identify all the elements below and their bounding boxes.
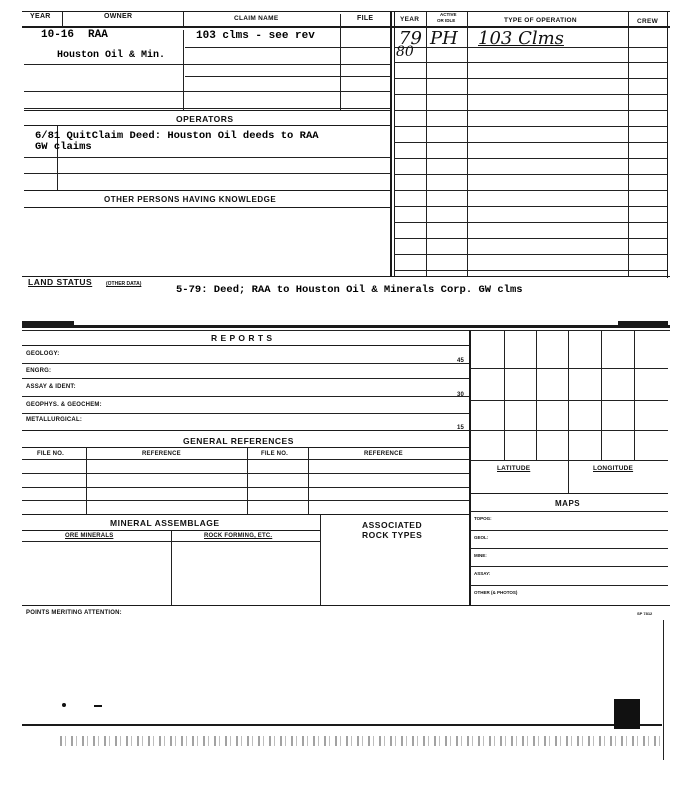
longitude-label: LONGITUDE (593, 465, 634, 472)
ref-col-reference-2: REFERENCE (364, 451, 403, 457)
associated-line-2: ROCK TYPES (362, 530, 423, 540)
associated-line-1: ASSOCIATED (362, 520, 423, 530)
reports-row-geophys: GEOPHYS. & GEOCHEM: (26, 402, 102, 408)
operators-line-1: 6/81 QuitClaim Deed: Houston Oil deeds to RAA (35, 130, 319, 142)
reports-scale-15: 15 (457, 425, 465, 431)
header-type-of-operation: TYPE OF OPERATION (504, 17, 577, 24)
form-number: SP 7812 (637, 611, 653, 616)
header-claim-name: CLAIM NAME (234, 15, 279, 22)
header-crew: CREW (637, 18, 659, 25)
reports-scale-45: 45 (457, 358, 465, 364)
reports-row-assay: ASSAY & IDENT: (26, 384, 76, 390)
maps-title: MAPS (555, 499, 581, 508)
scan-dash (94, 705, 102, 707)
maps-row-assay: ASSAY: (474, 571, 491, 576)
reports-row-engrg: ENGRG: (26, 368, 52, 374)
other-persons-title: OTHER PERSONS HAVING KNOWLEDGE (104, 195, 277, 204)
header-or-idle: OR IDLE (437, 18, 456, 23)
ref-col-file-no-2: FILE NO. (261, 451, 288, 457)
operators-line-2: GW claims (35, 141, 92, 153)
points-label: POINTS MERITING ATTENTION: (26, 610, 122, 616)
header-year-2: YEAR (400, 16, 420, 23)
reports-scale-30: 30 (457, 392, 465, 398)
handwritten-year: 79 (399, 28, 422, 49)
handwritten-active: PH (430, 28, 458, 49)
land-status-label: LAND STATUS (28, 277, 93, 287)
maps-row-topog: TOPOG: (474, 516, 492, 521)
scan-noise-strip (60, 736, 660, 746)
claim-owner-line2: Houston Oil & Min. (57, 50, 166, 61)
mineral-assemblage-title: MINERAL ASSEMBLAGE (110, 518, 220, 528)
operators-title: OPERATORS (176, 114, 234, 124)
handwritten-year-line2: 80 (396, 44, 414, 60)
header-active: ACTIVE (440, 12, 457, 17)
header-owner: OWNER (104, 13, 133, 20)
ore-minerals-label: ORE MINERALS (65, 533, 114, 539)
scan-smudge (614, 699, 640, 729)
ref-col-reference-1: REFERENCE (142, 451, 181, 457)
reports-row-geology: GEOLOGY: (26, 351, 60, 357)
handwritten-type: 103 Clms (478, 28, 564, 49)
maps-row-other: OTHER (& PHOTOS) (474, 590, 518, 595)
claim-owner: RAA (88, 29, 108, 41)
maps-row-mine: MINE: (474, 553, 487, 558)
land-status-label-small: (OTHER DATA) (106, 281, 142, 287)
claim-year: 10-16 (41, 29, 75, 41)
rock-forming-label: ROCK FORMING, ETC. (204, 533, 273, 539)
header-file: FILE (357, 15, 374, 22)
maps-row-geol: GEOL: (474, 535, 489, 540)
header-year: YEAR (30, 13, 51, 20)
ref-col-file-no-1: FILE NO. (37, 451, 64, 457)
reports-row-metallurgical: METALLURGICAL: (26, 417, 83, 423)
latitude-label: LATITUDE (497, 465, 531, 472)
land-status-value: 5-79: Deed; RAA to Houston Oil & Minerals Corp. GW clms (176, 284, 523, 296)
scan-dot (62, 703, 66, 707)
general-references-title: GENERAL REFERENCES (183, 436, 294, 446)
reports-title: R E P O R T S (211, 333, 273, 343)
claim-name: 103 clms - see rev (196, 30, 315, 42)
